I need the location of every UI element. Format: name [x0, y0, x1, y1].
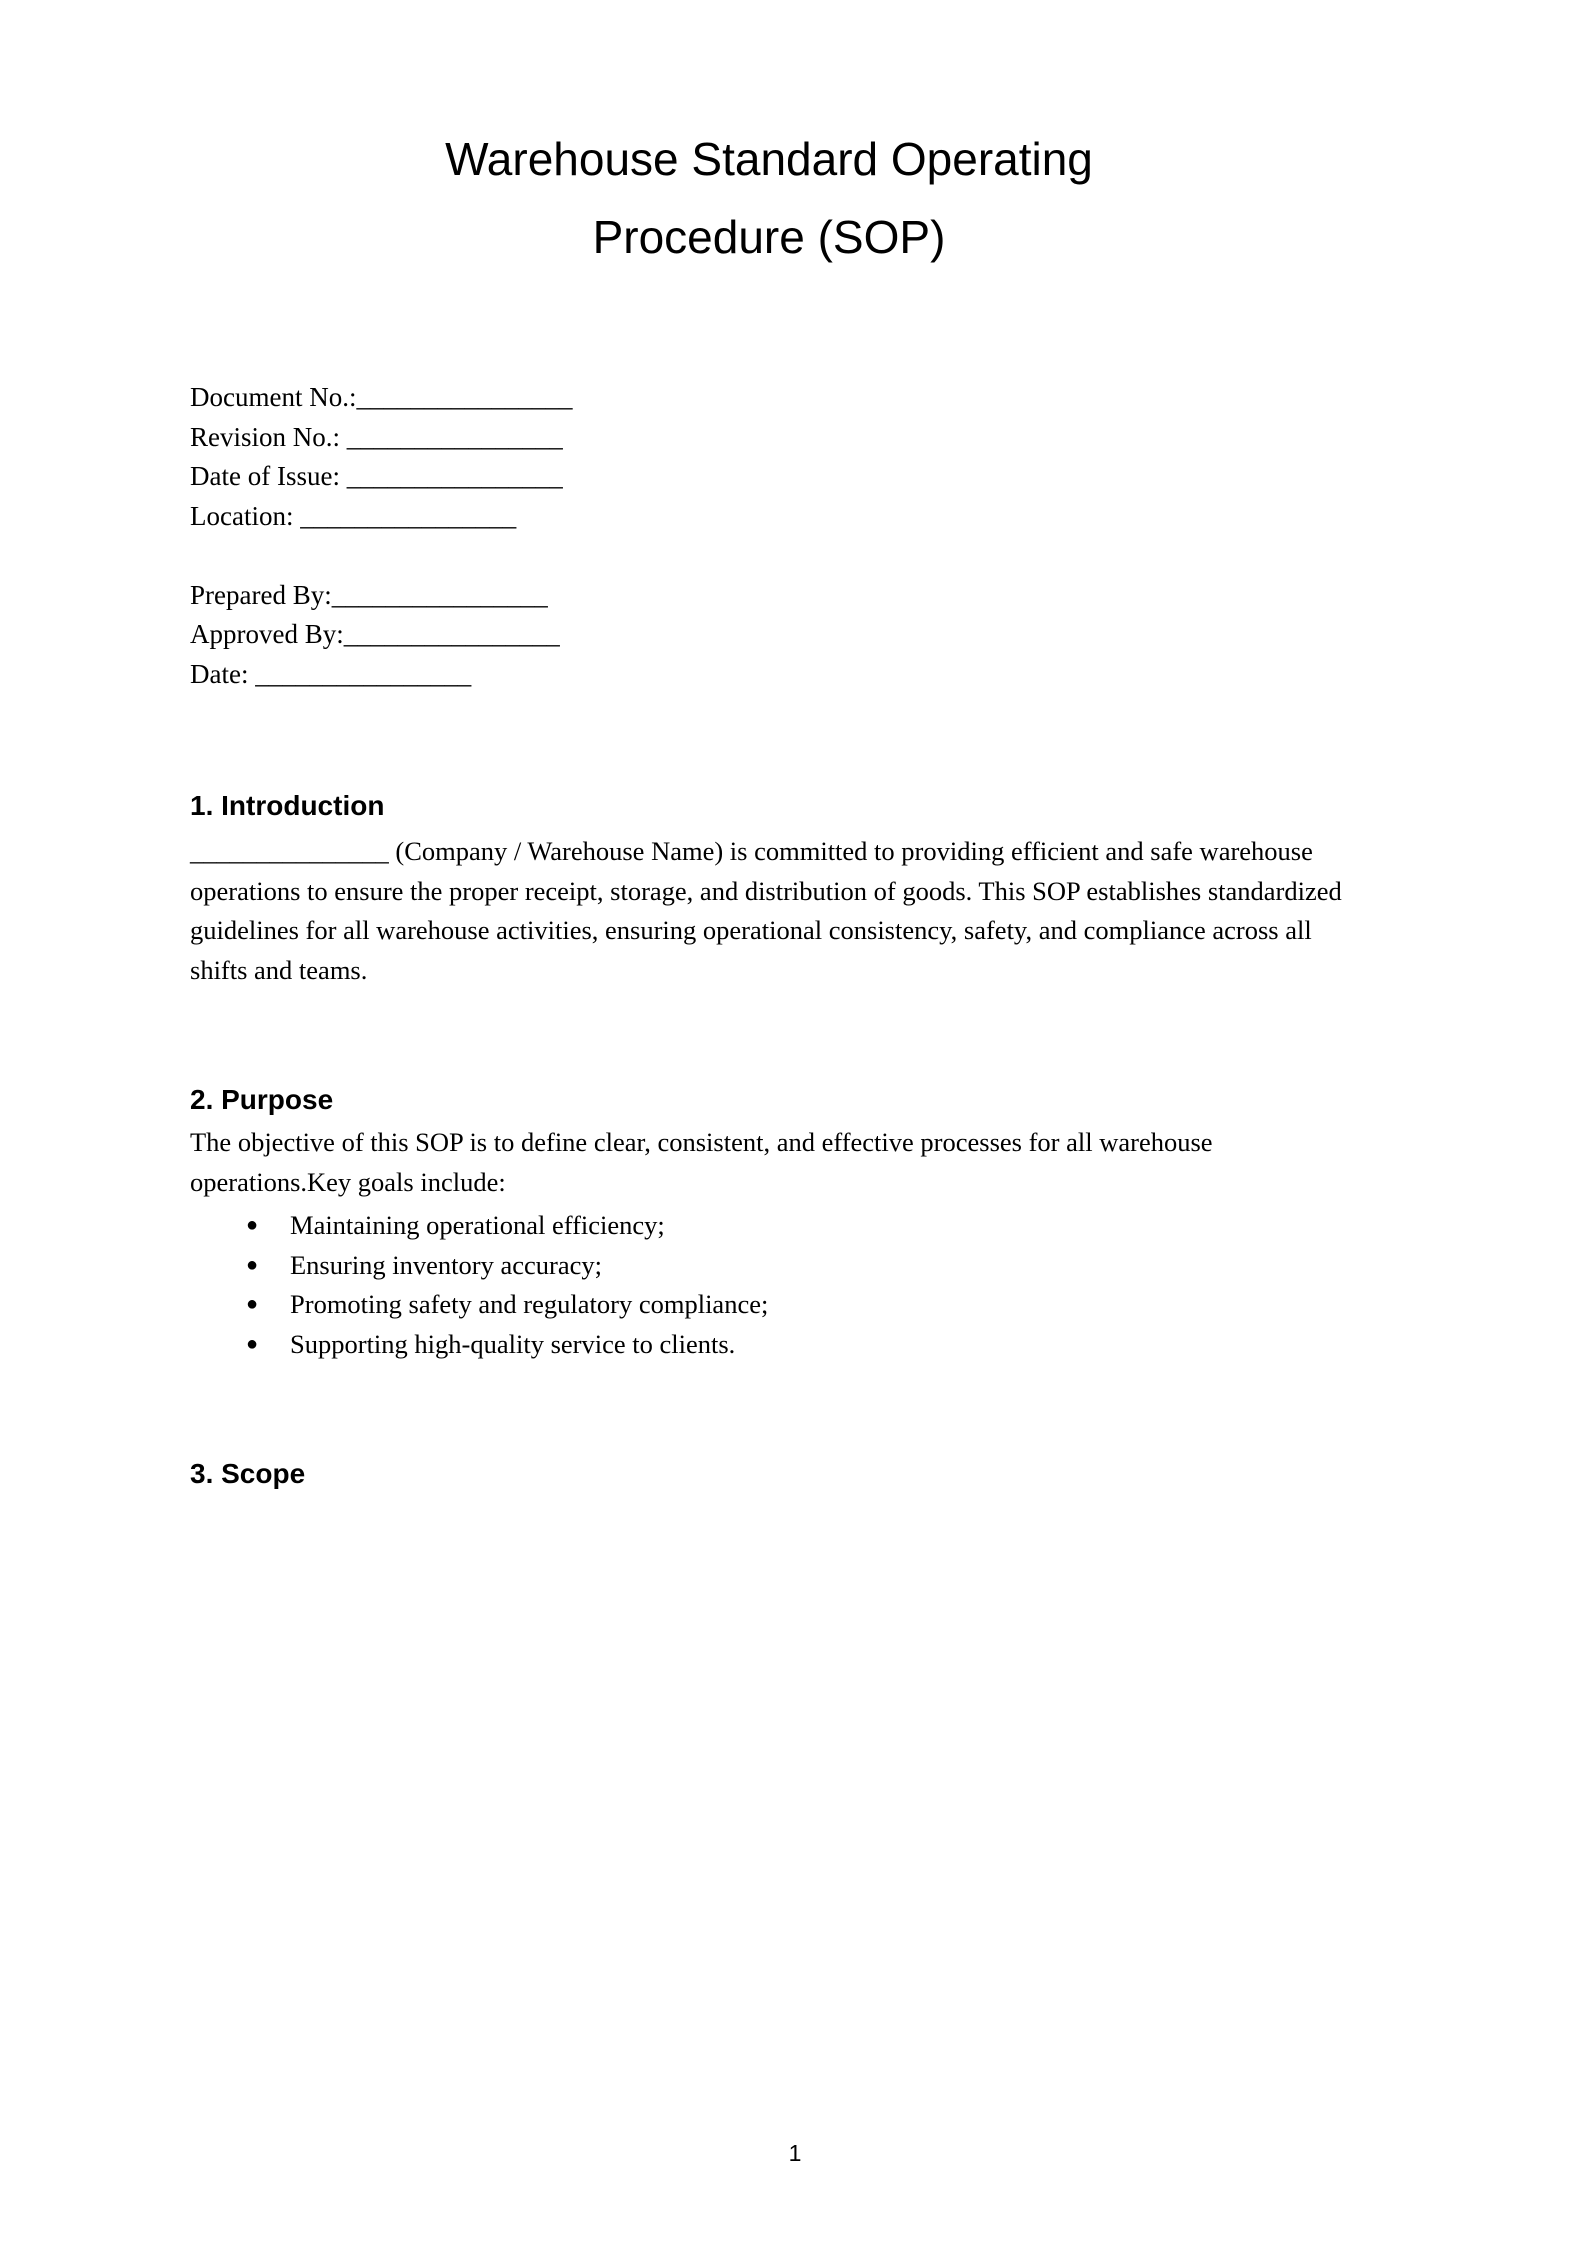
introduction-body-text: (Company / Warehouse Name) is committed to providing efficient and safe warehouse operations to ensure the proper receipt, storage, and distribution of goods. This SOP establishes standardized guidelines for all warehouse activities, ensuring operational consistency, safety, and compliance across all shifts and teams.	[190, 836, 1342, 985]
meta-field-location	[190, 497, 1348, 537]
bullet-icon: ●	[246, 1293, 259, 1315]
page-title	[190, 0, 1348, 276]
signature-field-approved-by	[190, 615, 1348, 655]
document-metadata-block	[190, 378, 1348, 536]
section-body-purpose: The objective of this SOP is to define clear, consistent, and effective processes for all warehouse operations.Key goals include:	[190, 1127, 1213, 1197]
section-body-introduction	[190, 832, 1348, 990]
list-item	[190, 1325, 1348, 1365]
list-item-label: Promoting safety and regulatory compliance;	[290, 1289, 769, 1319]
list-item-label: Supporting high-quality service to clients.	[290, 1328, 736, 1359]
section-heading-purpose: 2. Purpose	[190, 1084, 334, 1115]
signature-field-prepared-by-blank[interactable]: ________________	[331, 579, 548, 610]
page-title-line-1: Warehouse Standard Operating	[445, 133, 1093, 185]
bullet-icon: ●	[246, 1253, 259, 1276]
bullet-icon: ●	[246, 1332, 259, 1355]
signature-field-prepared-by-label: Prepared By:	[190, 579, 332, 610]
list-item-label: Ensuring inventory accuracy;	[290, 1249, 602, 1280]
meta-field-location-blank[interactable]: ________________	[300, 500, 517, 531]
list-item	[190, 1285, 1348, 1325]
meta-field-date-of-issue-blank[interactable]: ________________	[346, 461, 563, 491]
meta-field-document-no	[190, 378, 1348, 418]
document-content	[190, 0, 1348, 1492]
section-heading-introduction: 1. Introduction	[190, 790, 385, 821]
meta-field-location-label: Location:	[190, 500, 301, 531]
list-item	[190, 1206, 1348, 1246]
introduction-company-name-blank[interactable]: _______________	[190, 836, 389, 866]
purpose-goals-list	[190, 1206, 1348, 1364]
signature-field-approved-by-blank[interactable]: ________________	[343, 619, 560, 649]
signature-field-prepared-by	[190, 576, 1348, 616]
meta-field-revision-no	[190, 418, 1348, 458]
signature-field-date	[190, 655, 1348, 695]
bullet-icon: ●	[246, 1214, 259, 1236]
signature-field-approved-by-label: Approved By:	[190, 619, 344, 649]
page-title-line-2: Procedure (SOP)	[592, 211, 946, 263]
signature-field-date-blank[interactable]: ________________	[255, 658, 472, 689]
signature-block	[190, 576, 1348, 695]
page-number-footer: 1	[788, 2140, 802, 2166]
meta-field-revision-no-label: Revision No.:	[190, 421, 347, 452]
section-heading-scope: 3. Scope	[190, 1458, 306, 1489]
signature-field-date-label: Date:	[190, 658, 256, 689]
meta-field-document-no-blank[interactable]: ________________	[356, 382, 573, 412]
meta-field-date-of-issue-label: Date of Issue:	[190, 461, 347, 491]
meta-field-revision-no-blank[interactable]: ________________	[346, 421, 563, 452]
list-item	[190, 1246, 1348, 1286]
list-item-label: Maintaining operational efficiency;	[290, 1210, 665, 1240]
meta-field-date-of-issue	[190, 457, 1348, 497]
meta-field-document-no-label: Document No.:	[190, 382, 357, 412]
